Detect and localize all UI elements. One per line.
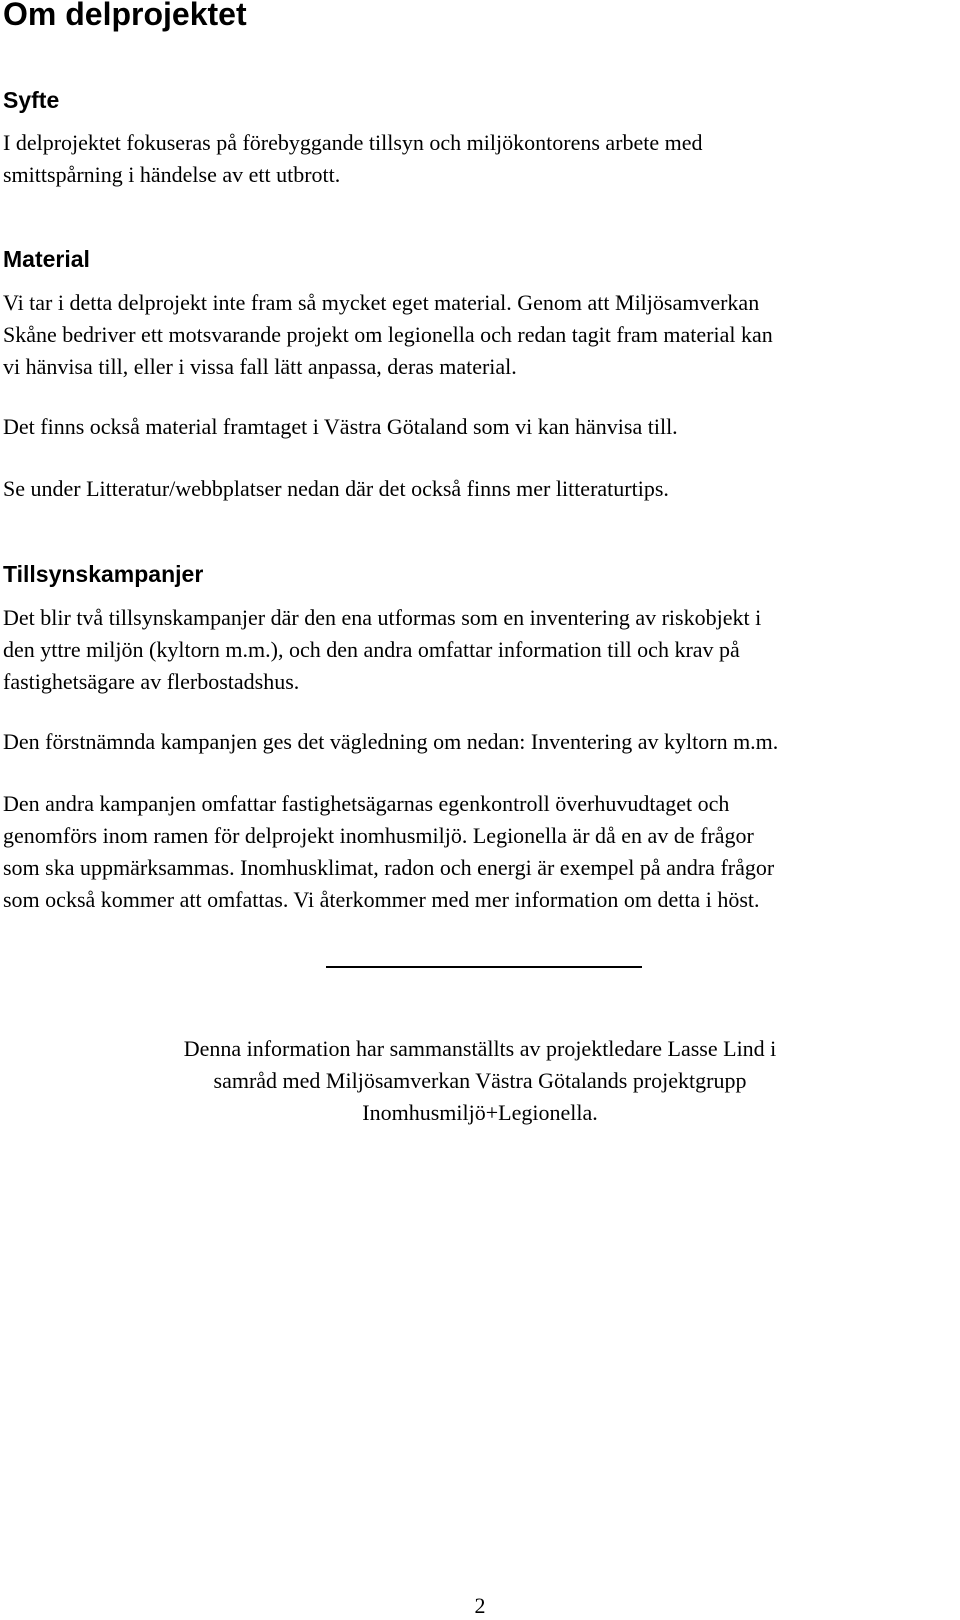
text-line: Skåne bedriver ett motsvarande projekt om legionella och redan tagit fram material kan [3, 322, 773, 347]
paragraph-syfte [3, 127, 953, 191]
paragraph-kampanjer-intro [3, 602, 953, 698]
text-line: Se under Litteratur/webbplatser nedan där det också finns mer litteraturtips. [3, 476, 669, 501]
paragraph-kampanj-forsta [3, 726, 953, 758]
footer-line: Inomhusmiljö+Legionella. [362, 1100, 598, 1125]
footer-line: samråd med Miljösamverkan Västra Götalands projektgrupp [213, 1068, 747, 1093]
paragraph-material-vastra-gotaland [3, 411, 953, 443]
page-number: 2 [474, 1593, 486, 1618]
text-line: I delprojektet fokuseras på förebyggande tillsyn och miljökontorens arbete med [3, 130, 703, 155]
text-line: den yttre miljön (kyltorn m.m.), och den andra omfattar information till och krav på [3, 637, 740, 662]
page-title: Om delprojektet [3, 0, 247, 32]
text-line: som ska uppmärksammas. Inomhusklimat, radon och energi är exempel på andra frågor [3, 855, 775, 880]
text-line: Det blir två tillsynskampanjer där den ena utformas som en inventering av riskobjekt i [3, 605, 762, 630]
section-heading-syfte: Syfte [3, 87, 60, 113]
text-line: som också kommer att omfattas. Vi återkommer med mer information om detta i höst. [3, 887, 760, 912]
footer-line: Denna information har sammanställts av projektledare Lasse Lind i [183, 1036, 777, 1061]
text-line: fastighetsägare av flerbostadshus. [3, 669, 300, 694]
text-line: Den förstnämnda kampanjen ges det vägledning om nedan: Inventering av kyltorn m.m. [3, 729, 779, 754]
text-line: Vi tar i detta delprojekt inte fram så mycket eget material. Genom att Miljösamverkan [3, 290, 760, 315]
text-line: vi hänvisa till, eller i vissa fall lätt anpassa, deras material. [3, 354, 517, 379]
paragraph-material-intro [3, 287, 953, 383]
separator-rule [326, 966, 642, 968]
footer-note [0, 1033, 960, 1129]
section-heading-material: Material [3, 246, 90, 272]
text-line: Det finns också material framtaget i Västra Götaland som vi kan hänvisa till. [3, 414, 678, 439]
paragraph-material-litteratur [3, 473, 953, 505]
text-line: Den andra kampanjen omfattar fastighetsägarnas egenkontroll överhuvudtaget och [3, 791, 730, 816]
text-line: smittspårning i händelse av ett utbrott. [3, 162, 341, 187]
section-heading-tillsynskampanjer: Tillsynskampanjer [3, 561, 204, 587]
paragraph-kampanj-andra [3, 788, 953, 916]
text-line: genomförs inom ramen för delprojekt inomhusmiljö. Legionella är då en av de frågor [3, 823, 754, 848]
